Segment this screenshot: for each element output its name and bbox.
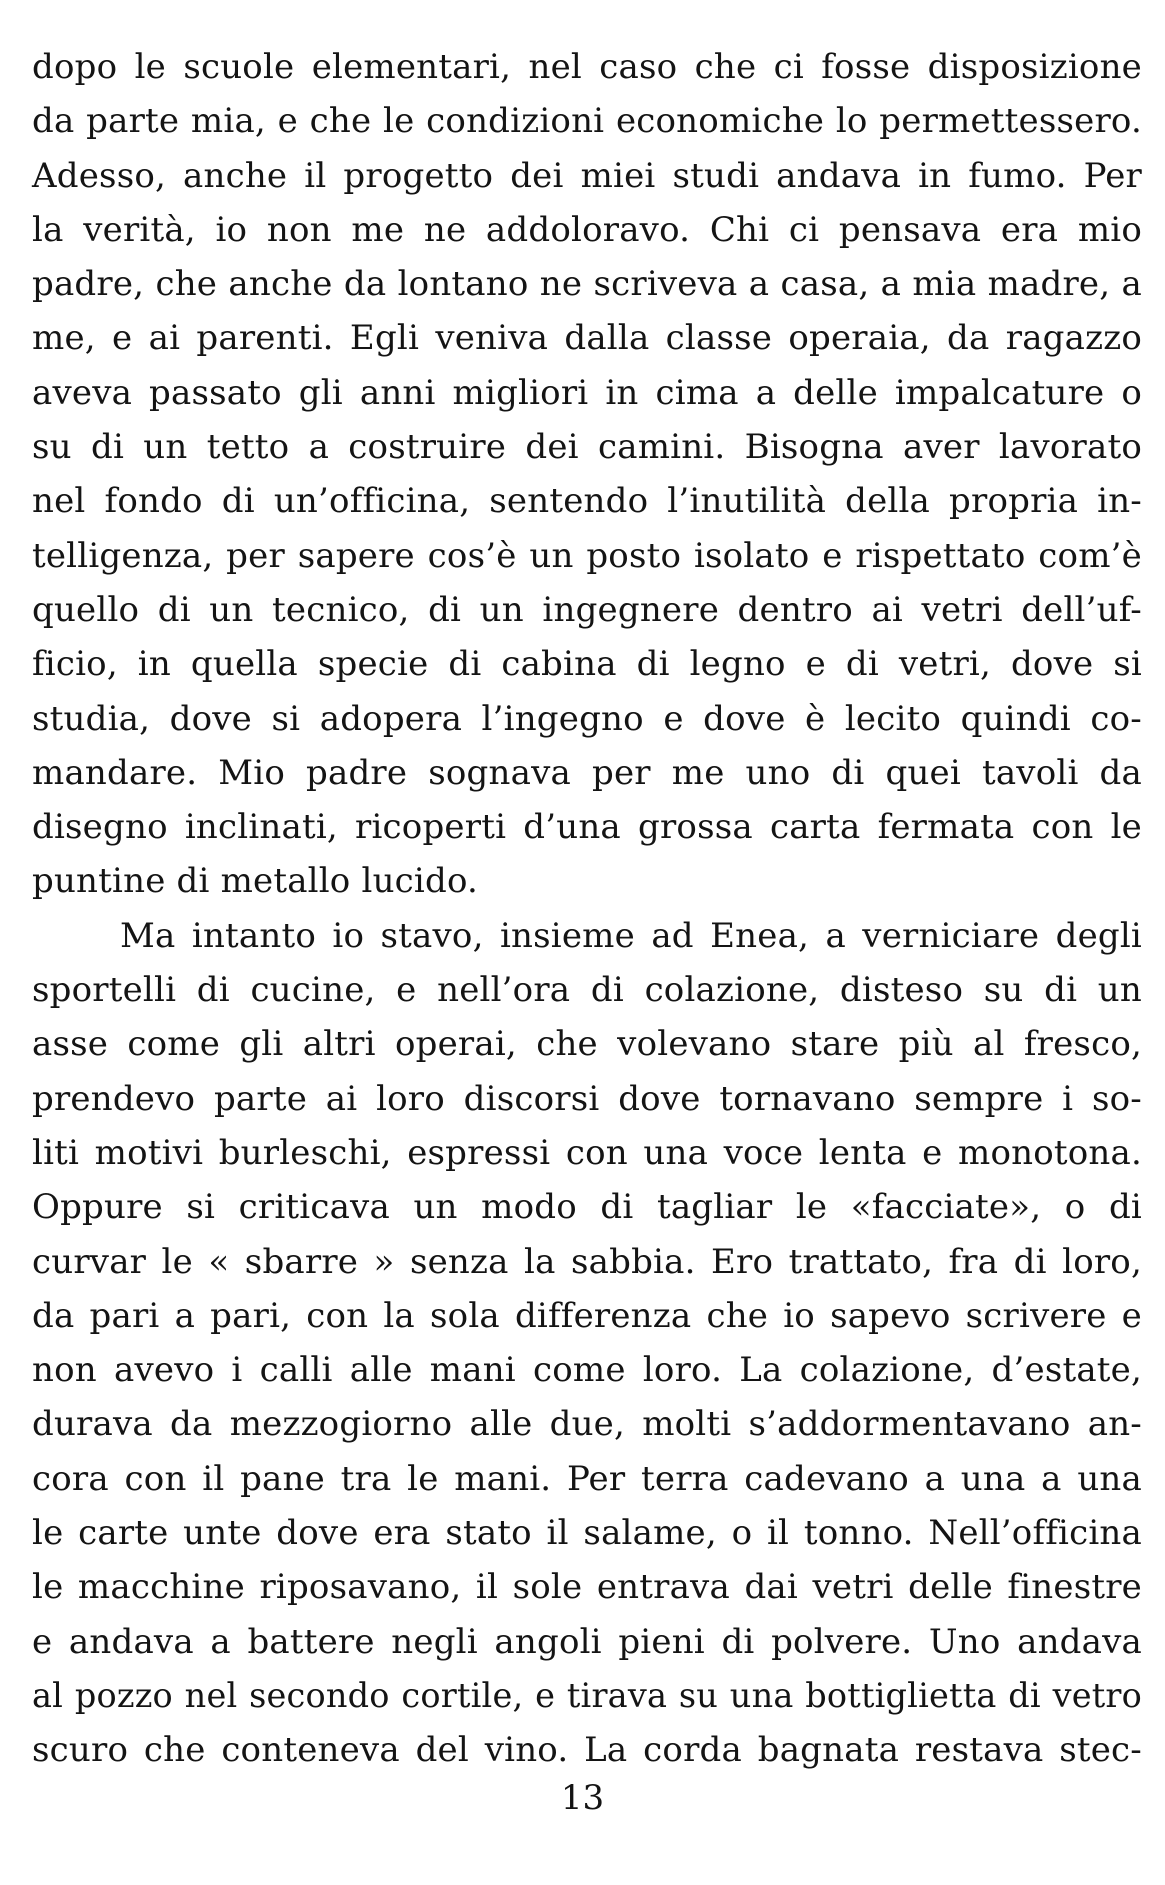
text-line: sportelli di cucine, e nell’ora di colazione, disteso su di un: [32, 970, 1142, 1011]
page-number: 13: [560, 1778, 605, 1818]
text-line: prendevo parte ai loro discorsi dove tornavano sempre i so-: [32, 1078, 1142, 1119]
text-line: quello di un tecnico, di un ingegnere dentro ai vetri dell’uf-: [32, 589, 1142, 630]
text-line: curvar le « sbarre » senza la sabbia. Ero trattato, fra di loro,: [32, 1241, 1142, 1282]
text-line: su di un tetto a costruire dei camini. Bisogna aver lavorato: [32, 427, 1142, 468]
text-line: telligenza, per sapere cos’è un posto isolato e rispettato com’è: [32, 535, 1142, 576]
text-line: durava da mezzogiorno alle due, molti s’addormentavano an-: [32, 1404, 1142, 1445]
text-line: e andava a battere negli angoli pieni di polvere. Uno andava: [32, 1621, 1142, 1662]
text-line: mandare. Mio padre sognava per me uno di quei tavoli da: [32, 752, 1142, 793]
text-line: da pari a pari, con la sola differenza che io sapevo scrivere e: [32, 1295, 1142, 1336]
text-line: nel fondo di un’officina, sentendo l’inutilità della propria in-: [32, 481, 1142, 522]
text-line: padre, che anche da lontano ne scriveva a casa, a mia madre, a: [32, 264, 1142, 305]
text-line: dopo le scuole elementari, nel caso che ci fosse disposizione: [32, 47, 1142, 87]
text-line: studia, dove si adopera l’ingegno e dove è lecito quindi co-: [32, 698, 1142, 739]
text-line: le carte unte dove era stato il salame, o il tonno. Nell’officina: [32, 1513, 1142, 1554]
text-line: Oppure si criticava un modo di tagliar le «facciate», o di: [32, 1187, 1142, 1228]
text-line: puntine di metallo lucido.: [32, 861, 479, 902]
text-line: aveva passato gli anni migliori in cima a delle impalcature o: [32, 372, 1142, 413]
text-line: me, e ai parenti. Egli veniva dalla classe operaia, da ragazzo: [32, 318, 1142, 359]
text-line: cora con il pane tra le mani. Per terra cadevano a una a una: [32, 1458, 1142, 1499]
text-line: asse come gli altri operai, che volevano stare più al fresco,: [32, 1024, 1142, 1065]
text-line: da parte mia, e che le condizioni economiche lo permettessero.: [32, 101, 1142, 142]
text-line: al pozzo nel secondo cortile, e tirava su una bottiglietta di vetro: [32, 1675, 1142, 1715]
text-line: la verità, io non me ne addoloravo. Chi ci pensava era mio: [32, 209, 1142, 250]
text-line: Adesso, anche il progetto dei miei studi andava in fumo. Per: [32, 155, 1142, 196]
body-text: [32, 40, 1142, 1778]
text-line: ficio, in quella specie di cabina di legno e di vetri, dove si: [32, 644, 1142, 685]
text-line: le macchine riposavano, il sole entrava dai vetri delle finestre: [32, 1567, 1142, 1608]
text-line: disegno inclinati, ricoperti d’una grossa carta fermata con le: [32, 807, 1142, 848]
text-line: Ma intanto io stavo, insieme ad Enea, a verniciare degli: [120, 915, 1142, 956]
text-line: liti motivi burleschi, espressi con una voce lenta e monotona.: [32, 1132, 1142, 1173]
text-line: scuro che conteneva del vino. La corda bagnata restava stec-: [32, 1730, 1142, 1771]
text-line: non avevo i calli alle mani come loro. La colazione, d’estate,: [32, 1350, 1142, 1391]
